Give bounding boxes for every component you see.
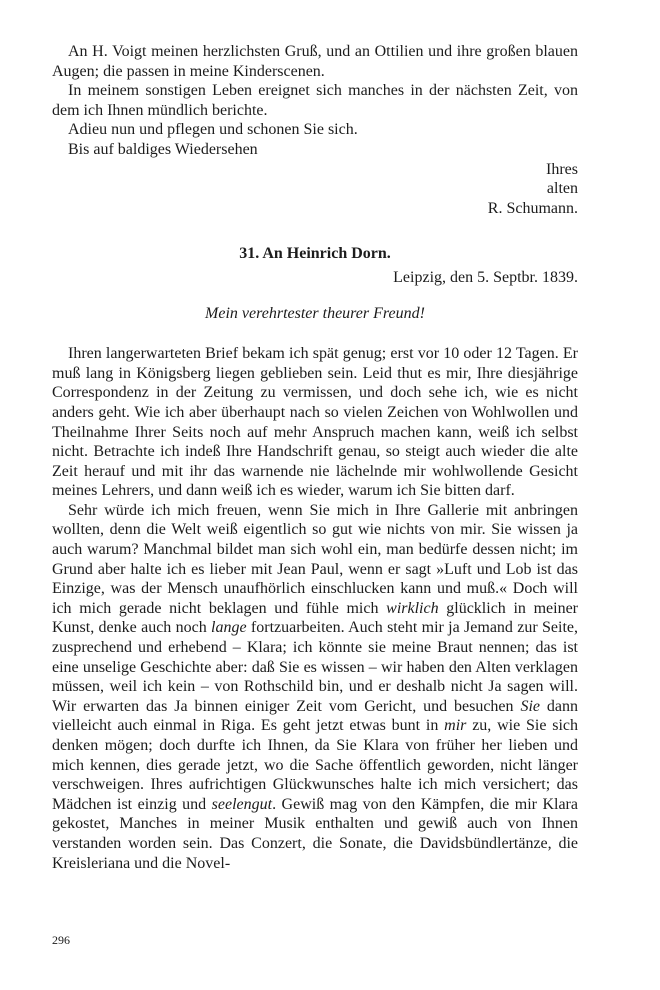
- emphasis: wirklich: [386, 599, 439, 617]
- letter-paragraph: Ihren langerwarteten Brief bekam ich spät genug; erst vor 10 oder 12 Tagen. Er muß lang in Königsberg liegen geblieben sein. Leid thut es mir, Ihre diesjährige Correspondenz in der Zeitung zu vermissen, und doch sehe ich, wie es nicht anders geht. Wie ich aber überhaupt nach so vielen Zeichen von Wohlwollen und Theilnahme Ihrer Seits noch auf mehr Anspruch machen kann, weiß ich selbst nicht. Betrachte ich indeß Ihre Handschrift genau, so steigt auch wieder die alte Zeit herauf und mit ihr das warnende nie lächelnde mir wohlwollende Gesicht meines Lehrers, und dann weiß ich es wieder, warum ich Sie bitten darf.: [52, 345, 578, 500]
- letter-heading: 31. An Heinrich Dorn.: [239, 245, 391, 263]
- emphasis: seelengut: [211, 795, 273, 813]
- previous-letter-paragraph: In meinem sonstigen Leben ereignet sich manches in der nächsten Zeit, von dem ich Ihnen mündlich berichte.: [52, 82, 578, 119]
- text-run: . Gewiß mag von den Kämpfen, die mir Klara gekostet, Manches in meiner Musik enthalten und gewiß auch von Ihnen verstanden worden sein. Das Conzert, die Sonate, die Davidsbündlertänze, die Kreisleriana und die Novel-: [52, 795, 578, 872]
- signature-line: alten: [546, 180, 578, 198]
- text-run: dann vielleicht auch einmal in Riga. Es geht jetzt etwas bunt in: [52, 697, 578, 735]
- book-page: [52, 42, 578, 873]
- text-run: glücklich in meiner Kunst, denke auch noch: [52, 599, 579, 637]
- emphasis: mir: [444, 717, 467, 735]
- closing-line: Adieu nun und pflegen und schonen Sie sich.: [68, 121, 358, 139]
- text-run: Sehr würde ich mich freuen, wenn Sie mich in Ihre Gallerie mit anbringen wollten, denn die Welt weiß eigentlich so gut wie nichts von mir. Sie wissen ja auch warum? Manchmal bildet man sich wohl ein, man bedürfe dessen nicht; im Grund aber halte ich es lieber mit Jean Paul, wenn er sagt »Luft und Lob ist das Einzige, was der Mensch unaufhörlich einschlucken kann und muß.« Doch will ich mich gerade nicht beklagen und fühle mich: [52, 501, 578, 617]
- emphasis: lange: [211, 619, 247, 637]
- emphasis: Sie: [520, 697, 540, 715]
- page-number: 296: [52, 933, 70, 947]
- letter-salutation: Mein verehrtester theurer Freund!: [205, 304, 425, 322]
- signature-block: [52, 160, 578, 219]
- signature-name: R. Schumann.: [487, 199, 578, 217]
- previous-letter-paragraph: An H. Voigt meinen herzlichsten Gruß, und an Ottilien und ihre großen blauen Augen; die passen in meine Kinderscenen.: [52, 43, 578, 80]
- text-run: zu, wie Sie sich denken mögen; doch durfte ich Ihnen, da Sie Klara von früher her lieben und mich kennen, dies gerade jetzt, wo die Sache öffentlich geworden, nicht länger verschweigen. Ihres aufrichtigen Glückwunsches halte ich mich versichert; das Mädchen ist einzig und: [52, 717, 579, 813]
- signature-line: Ihres: [546, 160, 578, 178]
- letter-dateline: Leipzig, den 5. Septbr. 1839.: [393, 268, 578, 286]
- closing-line: Bis auf baldiges Wiedersehen: [68, 140, 258, 158]
- text-run: fortzuarbeiten. Auch steht mir ja Jemand zur Seite, zusprechend und erhebend – Klara; ich könnte sie meine Braut nennen; das ist eine unselige Geschichte aber: daß Sie es wissen – wir haben den Alten verklagen müssen, weil ich kein – von Rothschild bin, und er deshalb nicht Ja sagen will. Wir erwarten das Ja binnen einiger Zeit vom Gericht, und besuchen: [52, 619, 578, 715]
- letter-paragraph: [52, 501, 578, 873]
